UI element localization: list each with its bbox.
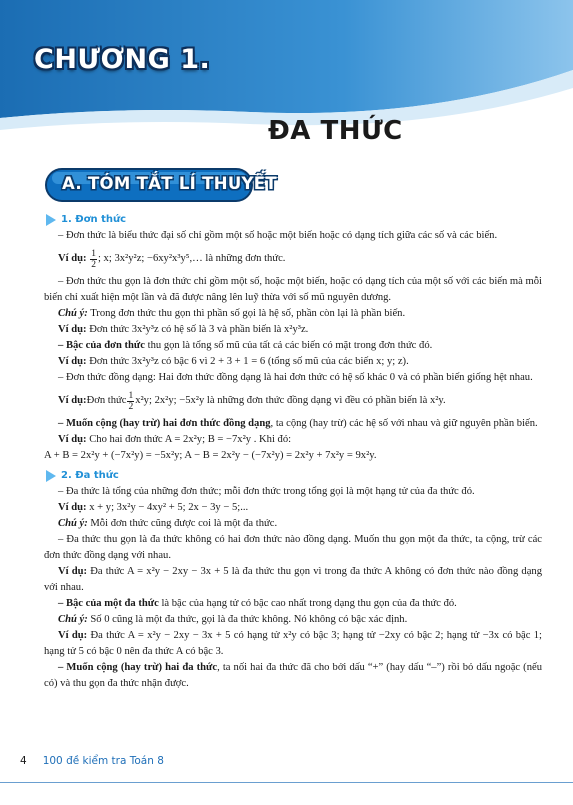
paragraph: – Đơn thức đồng dạng: Hai đơn thức đồng dạng là hai đơn thức có hệ số khác 0 và có phần biến giống hệt nhau. [58, 372, 533, 383]
example-label: Ví dụ: [58, 566, 88, 577]
subsection-title: 1. Đơn thức [61, 214, 127, 225]
example [44, 386, 542, 416]
numerator: 1 [128, 390, 134, 401]
subsection-heading [44, 212, 542, 228]
paragraph [44, 660, 542, 692]
triangle-bullet-icon [46, 214, 56, 226]
paragraph-text: là bậc của hạng tử có bậc cao nhất trong dạng thu gọn của đa thức đó. [158, 598, 457, 609]
example [44, 244, 542, 274]
example-label: Ví dụ: [58, 630, 88, 641]
example-text: Đơn thức 3x²y³z có bậc 6 vì 2 + 3 + 1 = 6 (tổng số mũ của các biến x; y; z). [86, 356, 409, 367]
example [44, 564, 542, 596]
denominator: 2 [91, 259, 96, 270]
subsection-title: 2. Đa thức [61, 470, 119, 481]
bold-term: – Muốn cộng (hay trừ) hai đa thức [58, 662, 218, 673]
example-label: Ví dụ: [58, 324, 87, 335]
book-title: 100 đề kiểm tra Toán 8 [42, 755, 164, 767]
triangle-bullet-icon [46, 470, 56, 482]
theory-content [44, 212, 542, 692]
note [44, 612, 542, 628]
paragraph-text: , ta cộng (hay trừ) các hệ số với nhau và giữ nguyên phần biến. [270, 418, 538, 429]
example-label: Ví dụ: [58, 356, 87, 367]
paragraph: – Đơn thức thu gọn là đơn thức chỉ gồm một số, hoặc một biến, hoặc có dạng tích của một số với các biến mà mỗi biến chỉ xuất hiện một lần và đã được nâng lên luỹ thừa với số mũ nguyên dương. [44, 276, 542, 303]
page-number: 4 [20, 755, 27, 767]
bold-term: – Bậc của đơn thức [58, 340, 145, 351]
note [44, 306, 542, 322]
example [44, 628, 542, 660]
example-label: Ví dụ: [58, 434, 87, 445]
note-text: Số 0 cũng là một đa thức, gọi là đa thức không. Nó không có bậc xác định. [87, 614, 408, 625]
denominator: 2 [128, 401, 134, 412]
bold-term: – Muốn cộng (hay trừ) hai đơn thức đồng dạng [58, 418, 271, 429]
numerator: 1 [91, 248, 96, 259]
chapter-number: CHƯƠNG 1. [34, 44, 211, 75]
paragraph [44, 596, 542, 612]
chapter-title: ĐA THỨC [268, 116, 403, 146]
fraction [90, 249, 97, 270]
example-text: Đơn thức 3x²y³z có hệ số là 3 và phần biến là x²y³z. [86, 324, 309, 335]
example-label: Ví dụ: [58, 253, 87, 264]
equation-line: A + B = 2x²y + (−7x²y) = −5x²y; A − B = 2x²y − (−7x²y) = 2x²y + 7x²y = 9x²y. [44, 450, 377, 461]
example-text: ; x; 3x²y²z; −6xy²x³y⁵,… là những đơn thức. [97, 253, 286, 264]
example-text: Cho hai đơn thức A = 2x²y; B = −7x²y . Khi đó: [86, 434, 292, 445]
example [44, 354, 542, 370]
note-text: Mỗi đơn thức cũng được coi là một đa thức. [87, 518, 278, 529]
paragraph-text: , ta nối hai đa thức đã cho bởi dấu “+” (hay dấu “–”) rồi bỏ dấu ngoặc (nếu có) và thu gọn đa thức nhận được. [44, 662, 543, 689]
example-text: Đơn thức [86, 395, 127, 406]
example-label: Ví dụ: [58, 502, 87, 513]
section-banner [44, 166, 277, 204]
example-text: Đa thức A = x²y − 2xy − 3x + 5 có hạng tử x²y có bậc 3; hạng tử −2xy có bậc 2; hạng tử −3x có bậc 1; hạng tử 5 có bậc 0 nên đa thức A có bậc 3. [44, 630, 542, 657]
subsection-heading [44, 468, 542, 484]
paragraph [44, 416, 542, 432]
example-text: x²y; 2x²y; −5x²y là những đơn thức đồng dạng vì đều có phần biến là x²y. [135, 395, 446, 406]
example-label: Ví dụ: [58, 395, 87, 406]
paragraph: – Đa thức thu gọn là đa thức không có hai đơn thức nào đồng dạng. Muốn thu gọn một đa thức, ta cộng, trừ các đơn thức đồng dạng với nhau. [44, 534, 542, 561]
example [44, 500, 542, 516]
footer-divider [0, 782, 573, 783]
note-label: Chú ý: [58, 614, 88, 625]
example-text: x + y; 3x²y − 4xy² + 5; 2x − 3y − 5;... [86, 502, 249, 513]
bold-term: – Bậc của một đa thức [58, 598, 159, 609]
note-label: Chú ý: [58, 518, 88, 529]
example [44, 322, 542, 338]
note-label: Chú ý: [58, 308, 88, 319]
note [44, 516, 542, 532]
fraction [127, 391, 134, 412]
section-title: A. TÓM TẮT LÍ THUYẾT [62, 174, 277, 193]
paragraph [44, 338, 542, 354]
note-text: Trong đơn thức thu gọn thì phần số gọi là hệ số, phần còn lại là phần biến. [87, 308, 406, 319]
paragraph: – Đa thức là tổng của những đơn thức; mỗi đơn thức trong tổng gọi là một hạng tử của đa thức đó. [58, 486, 475, 497]
paragraph: – Đơn thức là biểu thức đại số chỉ gồm một số hoặc một biến hoặc có dạng tích giữa các số và các biến. [58, 230, 498, 241]
example-text: Đa thức A = x²y − 2xy − 3x + 5 là đa thức thu gọn vì trong đa thức A không có đơn thức nào đồng dạng với nhau. [44, 566, 542, 593]
page-footer [20, 755, 164, 767]
paragraph-text: thu gọn là tổng số mũ của tất cả các biến có mặt trong đơn thức đó. [144, 340, 433, 351]
example [44, 432, 542, 448]
